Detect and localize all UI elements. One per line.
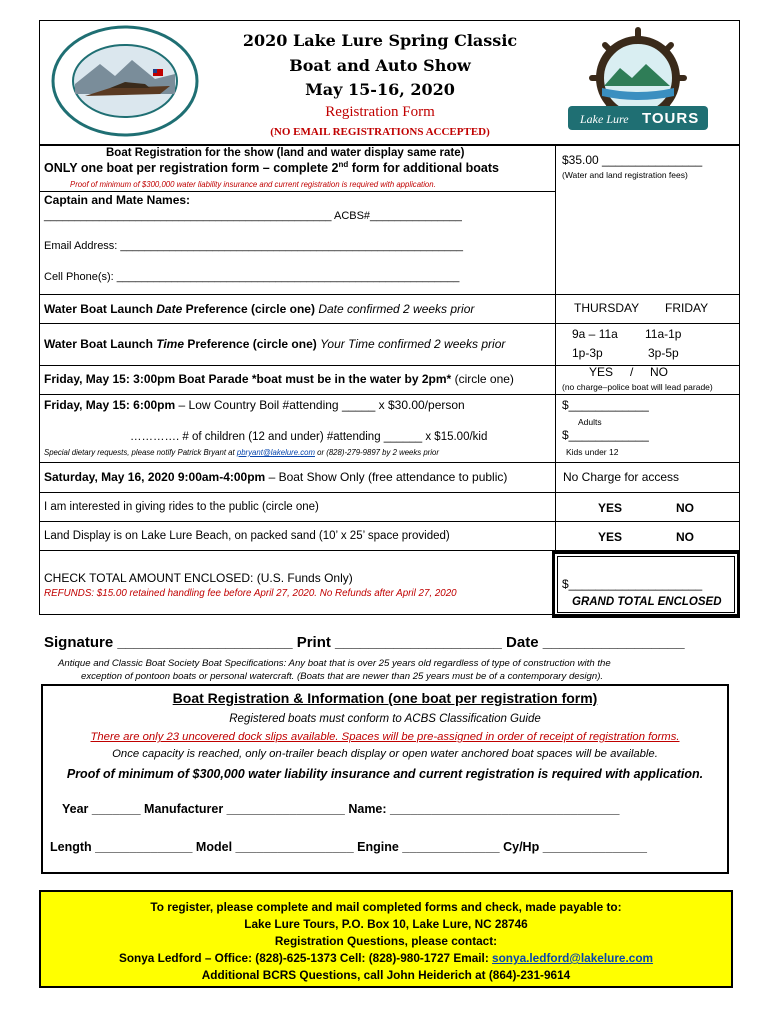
contact-line5: Additional BCRS Questions, call John Heiderich at (864)-231-9614 [201, 968, 571, 982]
dietary-notice-b: or (828)-279-9897 by 2 weeks prior [314, 448, 439, 457]
boat-info-title: Boat Registration & Information (one boat per registration form) [172, 690, 598, 706]
blue-ridge-chapter-logo-graphic [50, 24, 200, 139]
saturday-label [44, 470, 507, 484]
boat-year-manufacturer-name-fields[interactable]: Year _______ Manufacturer _________________ Name: _________________________________ [62, 802, 620, 816]
registration-fee-field[interactable]: $35.00 _______________ [562, 153, 703, 167]
rides-yes-option[interactable]: YES [598, 501, 623, 515]
boil-label [44, 398, 465, 412]
page-title-line2: Boat and Auto Show [289, 56, 471, 75]
parade-yes-option[interactable]: YES [589, 365, 614, 379]
land-display-label: Land Display is on Lake Lure Beach, on packed sand (10’ x 25’ space provided) [44, 530, 450, 542]
dietary-notice-a: Special dietary requests, please notify Patrick Bryant at [44, 448, 237, 457]
blue-ridge-chapter-logo [50, 24, 200, 139]
page-title-line1: 2020 Lake Lure Spring Classic [242, 31, 518, 50]
check-total-label: CHECK TOTAL AMOUNT ENCLOSED: (U.S. Funds Only) [44, 571, 353, 585]
registration-line2-b: form for additional boats [348, 161, 499, 176]
launch-date-note: Date confirmed 2 weeks prior [318, 302, 475, 316]
parade-label-c: (circle one) [451, 372, 514, 386]
registration-line2-a: ONLY one boat per registration form – complete 2 [44, 161, 339, 176]
insurance-notice: Proof of minimum of $300,000 water liability insurance and current registration is required with application. [70, 180, 436, 189]
page-title-line3: May 15-16, 2020 [305, 80, 455, 99]
row-divider [39, 365, 740, 366]
registration-fee-note: (Water and land registration fees) [562, 170, 688, 180]
cell-phone-field[interactable]: Cell Phone(s): ________________________________________________________ [44, 271, 460, 283]
parade-slash: / [630, 365, 634, 379]
acbs-conform-notice: Registered boats must conform to ACBS Classification Guide [229, 713, 541, 725]
launch-date-thursday[interactable]: THURSDAY [574, 301, 640, 315]
lake-lure-tours-logo [558, 26, 718, 138]
saturday-label-a: Saturday, May 16, 2020 9:00am-4:00pm [44, 470, 266, 484]
lake-lure-logo-text: Lake Lure [580, 112, 629, 126]
launch-date-label [44, 302, 474, 316]
launch-time-label [44, 337, 505, 351]
boat-insurance-notice: Proof of minimum of $300,000 water liability insurance and current registration is required with application. [66, 767, 704, 781]
contact-line3: Registration Questions, please contact: [274, 934, 498, 948]
tours-logo-text: TOURS [642, 110, 700, 127]
launch-time-9a-11a[interactable]: 9a – 11a [572, 327, 618, 341]
row-divider [39, 294, 740, 295]
refunds-notice: REFUNDS: $15.00 retained handling fee before April 27, 2020. No Refunds after April 27, 2020 [44, 588, 457, 599]
row-divider [39, 492, 740, 493]
contact-line4-a: Sonya Ledford – Office: (828)-625-1373 Cell: (828)-980-1727 Email: [118, 951, 493, 965]
parade-note: (no charge–police boat will lead parade) [562, 382, 713, 392]
contact-line1: To register, please complete and mail completed forms and check, made payable to: [150, 900, 622, 914]
launch-date-friday[interactable]: FRIDAY [665, 301, 709, 315]
launch-time-label-a: Water Boat Launch [44, 337, 157, 351]
email-field[interactable]: Email Address: ________________________________________________________ [44, 240, 464, 252]
parade-label [44, 372, 514, 386]
launch-date-label-c: Preference (circle one) [182, 302, 319, 316]
land-no-option[interactable]: NO [676, 530, 694, 544]
dietary-notice [44, 448, 439, 457]
launch-time-1p-3p[interactable]: 1p-3p [572, 346, 603, 360]
launch-time-11a-1p[interactable]: 11a-1p [645, 327, 682, 341]
no-email-notice: (NO EMAIL REGISTRATIONS ACCEPTED) [270, 126, 490, 138]
signature-print-date-line[interactable]: Signature _____________________ Print ____________________ Date _________________ [44, 634, 685, 651]
row-divider [39, 323, 740, 324]
parade-label-b: *boat must be in the water by 2pm* [251, 372, 452, 386]
capacity-notice: Once capacity is reached, only on-trailer beach display or open water anchored boat spaces will be available. [112, 748, 658, 760]
dock-slips-notice: There are only 23 uncovered dock slips available. Spaces will be pre-assigned in order of receipt of registration forms. [90, 731, 680, 743]
kids-label: Kids under 12 [566, 447, 619, 457]
rides-label: I am interested in giving rides to the public (circle one) [44, 501, 319, 513]
sonya-ledford-email-link[interactable]: sonya.ledford@lakelure.com [492, 951, 654, 965]
boil-children-field[interactable]: …………. # of children (12 and under) #attending ______ x $15.00/kid [130, 431, 488, 443]
land-yes-option[interactable]: YES [598, 530, 623, 544]
contact-line2: Lake Lure Tours, P.O. Box 10, Lake Lure, NC 28746 [244, 917, 528, 931]
boil-label-a: Friday, May 15: 6:00pm [44, 398, 176, 412]
adults-label: Adults [578, 417, 602, 427]
column-divider [555, 145, 556, 550]
row-divider [39, 191, 555, 192]
registration-form-subtitle: Registration Form [325, 104, 435, 120]
adults-amount-field[interactable]: $____________ [562, 398, 649, 412]
grand-total-amount-field[interactable]: $____________________ [562, 577, 703, 591]
parade-label-a: Friday, May 15: 3:00pm Boat Parade [44, 372, 252, 386]
grand-total-label: GRAND TOTAL ENCLOSED [572, 596, 722, 608]
row-divider [39, 521, 740, 522]
kids-amount-field[interactable]: $____________ [562, 428, 649, 442]
saturday-value: No Charge for access [563, 470, 680, 484]
boil-label-b: – Low Country Boil #attending _____ x $30.00/person [175, 398, 465, 412]
patrick-bryant-email-link[interactable]: pbryant@lakelure.com [236, 448, 315, 457]
captain-names-field[interactable]: _______________________________________________ ACBS#_______________ [44, 210, 462, 222]
registration-line1: Boat Registration for the show (land and water display same rate) [106, 147, 465, 159]
row-divider [39, 394, 740, 395]
row-divider [39, 462, 740, 463]
rides-no-option[interactable]: NO [676, 501, 694, 515]
launch-date-label-b: Date [156, 302, 183, 316]
launch-date-label-a: Water Boat Launch [44, 302, 157, 316]
registration-line2-sup: nd [338, 160, 349, 169]
contact-line4 [39, 951, 733, 965]
launch-time-note: Your Time confirmed 2 weeks prior [320, 337, 506, 351]
launch-time-label-b: Time [156, 337, 185, 351]
saturday-label-b: – Boat Show Only (free attendance to public) [265, 470, 508, 484]
specs-line1: Antique and Classic Boat Society Boat Specifications: Any boat that is over 25 years old regardless of type of construction with the [58, 658, 611, 669]
parade-no-option[interactable]: NO [650, 365, 668, 379]
captain-label: Captain and Mate Names: [44, 193, 191, 207]
specs-line2: exception of pontoon boats or personal watercraft. (Boats that are newer than 25 years must be of a contemporary design). [81, 671, 604, 682]
launch-time-label-c: Preference (circle one) [184, 337, 321, 351]
boat-length-model-engine-fields[interactable]: Length ______________ Model _________________ Engine ______________ Cy/Hp _______________ [50, 840, 647, 854]
registration-line2 [44, 160, 499, 175]
launch-time-3p-5p[interactable]: 3p-5p [648, 346, 679, 360]
